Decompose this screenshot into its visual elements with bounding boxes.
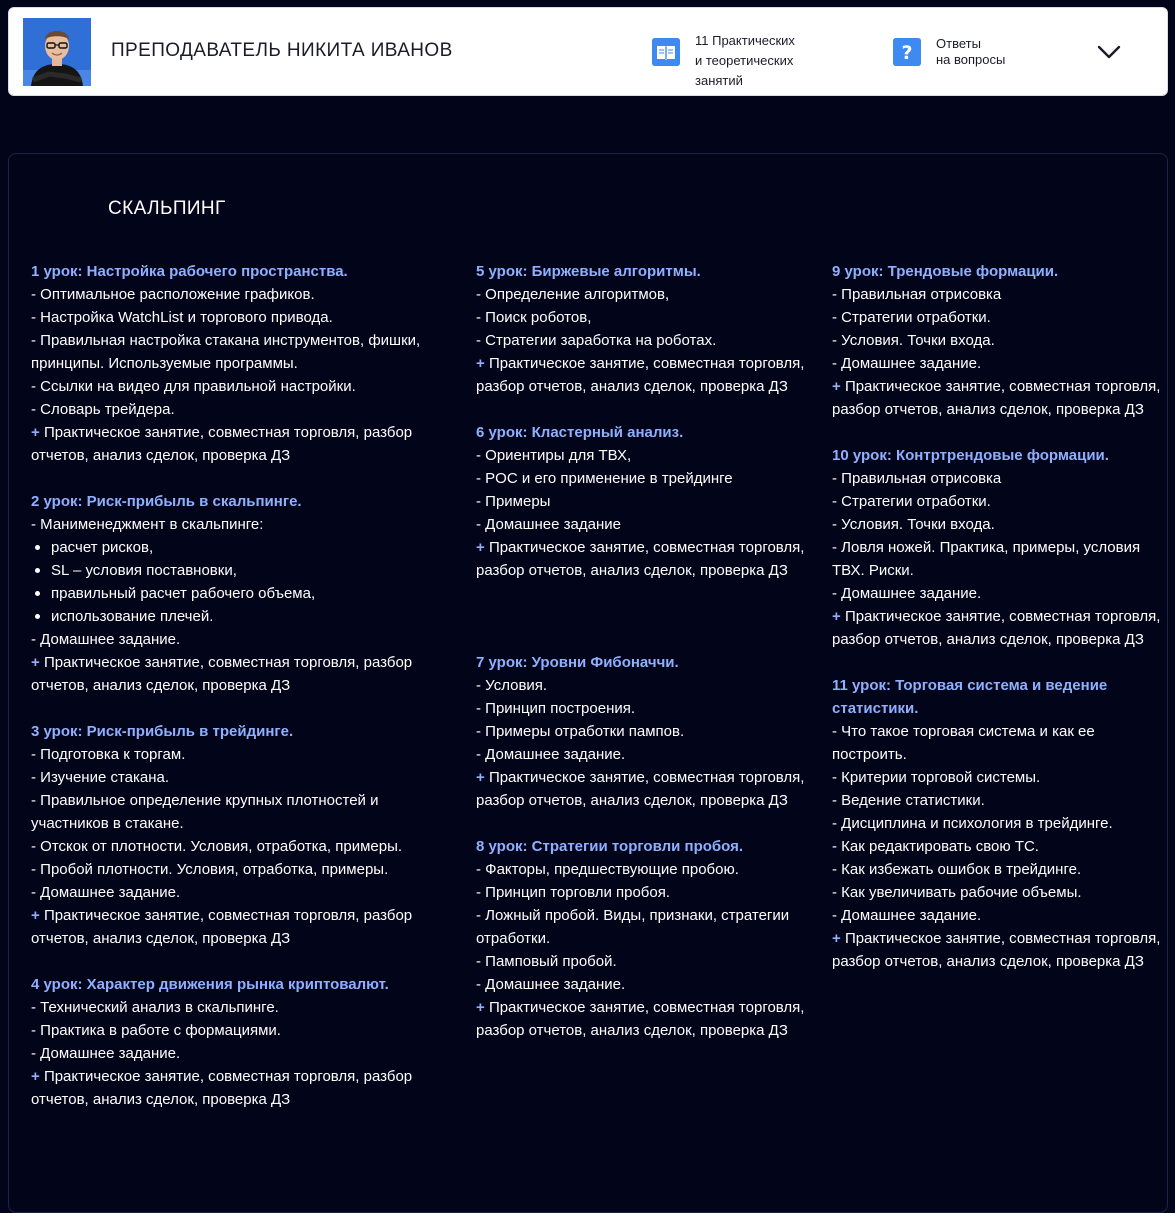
lesson-title: 10 урок: Контртрендовые формации. (832, 447, 1109, 464)
practice-text: Практическое занятие, совместная торговля, разбор отчетов, анализ сделок, проверка ДЗ (31, 1068, 413, 1108)
lesson-item: - Поиск роботов, (476, 309, 592, 326)
chevron-down-icon[interactable] (1095, 38, 1123, 66)
plus-icon: + (476, 769, 489, 786)
lesson-block (476, 421, 811, 582)
lesson-item: - Правильная настройка стакана инструментов, фишки, принципы. Используемые программы. (31, 332, 421, 372)
answers-line-1: Ответы (936, 36, 981, 51)
bullet-text: использование плечей. (51, 608, 214, 625)
lesson-block (476, 651, 811, 812)
lesson-item: - Памповый пробой. (476, 953, 617, 970)
practice-text: Практическое занятие, совместная торговля, разбор отчетов, анализ сделок, проверка ДЗ (476, 355, 805, 395)
lessons-line-3: занятий (695, 73, 743, 88)
lesson-item: - Примеры отработки пампов. (476, 723, 685, 740)
practice-text: Практическое занятие, совместная торговля, разбор отчетов, анализ сделок, проверка ДЗ (31, 424, 413, 464)
lesson-item: - Условия. (476, 677, 548, 694)
lesson-title: 3 урок: Риск-прибыль в трейдинге. (31, 723, 294, 740)
lesson-item: - Ведение статистики. (832, 792, 985, 809)
lesson-item: - Ориентиры для ТВХ, (476, 447, 632, 464)
lesson-item: - Как увеличивать рабочие объемы. (832, 884, 1082, 901)
lesson-bullet-item (31, 605, 456, 628)
lesson-item: - Стратегии отработки. (832, 493, 991, 510)
lesson-title: 2 урок: Риск-прибыль в скальпинге. (31, 493, 302, 510)
bullet-text: расчет рисков, (51, 539, 154, 556)
lesson-item: - Домашнее задание. (476, 746, 626, 763)
lesson-title: 1 урок: Настройка рабочего пространства. (31, 263, 348, 280)
lesson-title: 8 урок: Стратегии торговли пробоя. (476, 838, 744, 855)
lessons-column-1 (31, 260, 456, 1111)
lesson-item: - Домашнее задание. (832, 585, 982, 602)
plus-icon: + (832, 378, 845, 395)
practice-item (476, 536, 811, 582)
svg-text:?: ? (901, 42, 913, 64)
plus-icon: + (832, 608, 845, 625)
lesson-item: - Дисциплина и психология в трейдинге. (832, 815, 1113, 832)
lesson-item: - Домашнее задание (476, 516, 621, 533)
lessons-line-2: и теоретических (695, 53, 794, 68)
lessons-line-1: 11 Практических (695, 33, 795, 48)
practice-text: Практическое занятие, совместная торговля, разбор отчетов, анализ сделок, проверка ДЗ (832, 378, 1161, 418)
lesson-item: - Домашнее задание. (832, 355, 982, 372)
practice-text: Практическое занятие, совместная торговля, разбор отчетов, анализ сделок, проверка ДЗ (832, 608, 1161, 648)
lesson-item: - Правильная отрисовка (832, 470, 1002, 487)
lesson-block (31, 260, 456, 467)
question-icon (893, 38, 921, 66)
lesson-item: - Домашнее задание. (476, 976, 626, 993)
lesson-item: - Настройка WatchList и торгового привода. (31, 309, 333, 326)
plus-icon: + (31, 1068, 44, 1085)
lesson-item: - Факторы, предшествующие пробою. (476, 861, 739, 878)
lesson-item: - Что такое торговая система и как ее построить. (832, 723, 1095, 763)
practice-item (476, 996, 811, 1042)
plus-icon: + (476, 355, 489, 372)
bullet-text: правильный расчет рабочего объема, (51, 585, 316, 602)
plus-icon: + (476, 539, 489, 556)
lesson-item: - Правильное определение крупных плотностей и участников в стакане. (31, 792, 379, 832)
lesson-block (476, 260, 811, 398)
practice-text: Практическое занятие, совместная торговля, разбор отчетов, анализ сделок, проверка ДЗ (832, 930, 1161, 970)
lesson-item: - Словарь трейдера. (31, 401, 175, 418)
lesson-block (832, 444, 1167, 651)
lesson-item: - Принцип построения. (476, 700, 636, 717)
lessons-column-3 (832, 260, 1167, 973)
teacher-header[interactable] (8, 7, 1168, 96)
teacher-name: ПРЕПОДАВАТЕЛЬ НИКИТА ИВАНОВ (111, 40, 453, 61)
lesson-block (31, 490, 456, 697)
lesson-item: - Правильная отрисовка (832, 286, 1002, 303)
lesson-item: - Манименеджмент в скальпинге: (31, 516, 264, 533)
lesson-item: - Критерии торговой системы. (832, 769, 1041, 786)
practice-item (31, 651, 456, 697)
lesson-item: - Ложный пробой. Виды, признаки, стратегии отработки. (476, 907, 790, 947)
lesson-item: - Оптимальное расположение графиков. (31, 286, 315, 303)
lesson-block (832, 674, 1167, 973)
answers-line-2: на вопросы (936, 52, 1006, 67)
lesson-item: - Домашнее задание. (31, 1045, 181, 1062)
lesson-title: 6 урок: Кластерный анализ. (476, 424, 684, 441)
bullet-text: SL – условия поставновки, (51, 562, 237, 579)
practice-text: Практическое занятие, совместная торговля, разбор отчетов, анализ сделок, проверка ДЗ (476, 999, 805, 1039)
lesson-item: - Ссылки на видео для правильной настройки. (31, 378, 356, 395)
plus-icon: + (31, 907, 44, 924)
section-title: СКАЛЬПИНГ (108, 198, 226, 219)
answers-text (936, 36, 1056, 68)
lesson-item: - Отскок от плотности. Условия, отработка, примеры. (31, 838, 403, 855)
lesson-item: - Примеры (476, 493, 551, 510)
lesson-title: 9 урок: Трендовые формации. (832, 263, 1059, 280)
practice-item (832, 927, 1167, 973)
practice-item (31, 1065, 456, 1111)
plus-icon: + (832, 930, 845, 947)
lesson-title: 5 урок: Биржевые алгоритмы. (476, 263, 701, 280)
lessons-column-2 (476, 260, 811, 1042)
lesson-item: - Практика в работе с формациями. (31, 1022, 281, 1039)
lesson-item: - Ловля ножей. Практика, примеры, условия ТВХ. Риски. (832, 539, 1141, 579)
lesson-item: - Домашнее задание. (31, 884, 181, 901)
practice-item (31, 421, 456, 467)
lesson-block (832, 260, 1167, 421)
practice-item (832, 605, 1167, 651)
lesson-item: - Определение алгоритмов, (476, 286, 670, 303)
practice-text: Практическое занятие, совместная торговля, разбор отчетов, анализ сделок, проверка ДЗ (476, 539, 805, 579)
lesson-title: 11 урок: Торговая система и ведение статистики. (832, 677, 1108, 717)
plus-icon: + (31, 654, 44, 671)
lesson-item: - Стратегии отработки. (832, 309, 991, 326)
lesson-block (31, 720, 456, 950)
lesson-bullet-item (31, 536, 456, 559)
lesson-item: - Принцип торговли пробоя. (476, 884, 671, 901)
lessons-count-text (695, 31, 845, 91)
lesson-item: - Технический анализ в скальпинге. (31, 999, 279, 1016)
lesson-bullet-item (31, 582, 456, 605)
lesson-item: - Домашнее задание. (31, 631, 181, 648)
lesson-item: - Пробой плотности. Условия, отработка, примеры. (31, 861, 389, 878)
lesson-item: - Как избежать ошибок в трейдинге. (832, 861, 1082, 878)
lesson-item: - Домашнее задание. (832, 907, 982, 924)
lesson-item: - Изучение стакана. (31, 769, 170, 786)
lesson-bullet-item (31, 559, 456, 582)
lesson-item: - Стратегии заработка на роботах. (476, 332, 717, 349)
practice-text: Практическое занятие, совместная торговля, разбор отчетов, анализ сделок, проверка ДЗ (31, 654, 413, 694)
lesson-block (31, 973, 456, 1111)
plus-icon: + (476, 999, 489, 1016)
book-icon (652, 38, 680, 66)
plus-icon: + (31, 424, 44, 441)
practice-item (832, 375, 1167, 421)
lesson-item: - POC и его применение в трейдинге (476, 470, 733, 487)
lesson-item: - Подготовка к торгам. (31, 746, 186, 763)
practice-item (476, 766, 811, 812)
practice-item (476, 352, 811, 398)
practice-text: Практическое занятие, совместная торговля, разбор отчетов, анализ сделок, проверка ДЗ (476, 769, 805, 809)
lesson-item: - Условия. Точки входа. (832, 516, 995, 533)
avatar (23, 18, 91, 86)
practice-item (31, 904, 456, 950)
practice-text: Практическое занятие, совместная торговля, разбор отчетов, анализ сделок, проверка ДЗ (31, 907, 413, 947)
lesson-block (476, 835, 811, 1042)
lesson-title: 4 урок: Характер движения рынка криптовалют. (31, 976, 389, 993)
lesson-item: - Как редактировать свою ТС. (832, 838, 1039, 855)
lesson-title: 7 урок: Уровни Фибоначчи. (476, 654, 679, 671)
lesson-item: - Условия. Точки входа. (832, 332, 995, 349)
